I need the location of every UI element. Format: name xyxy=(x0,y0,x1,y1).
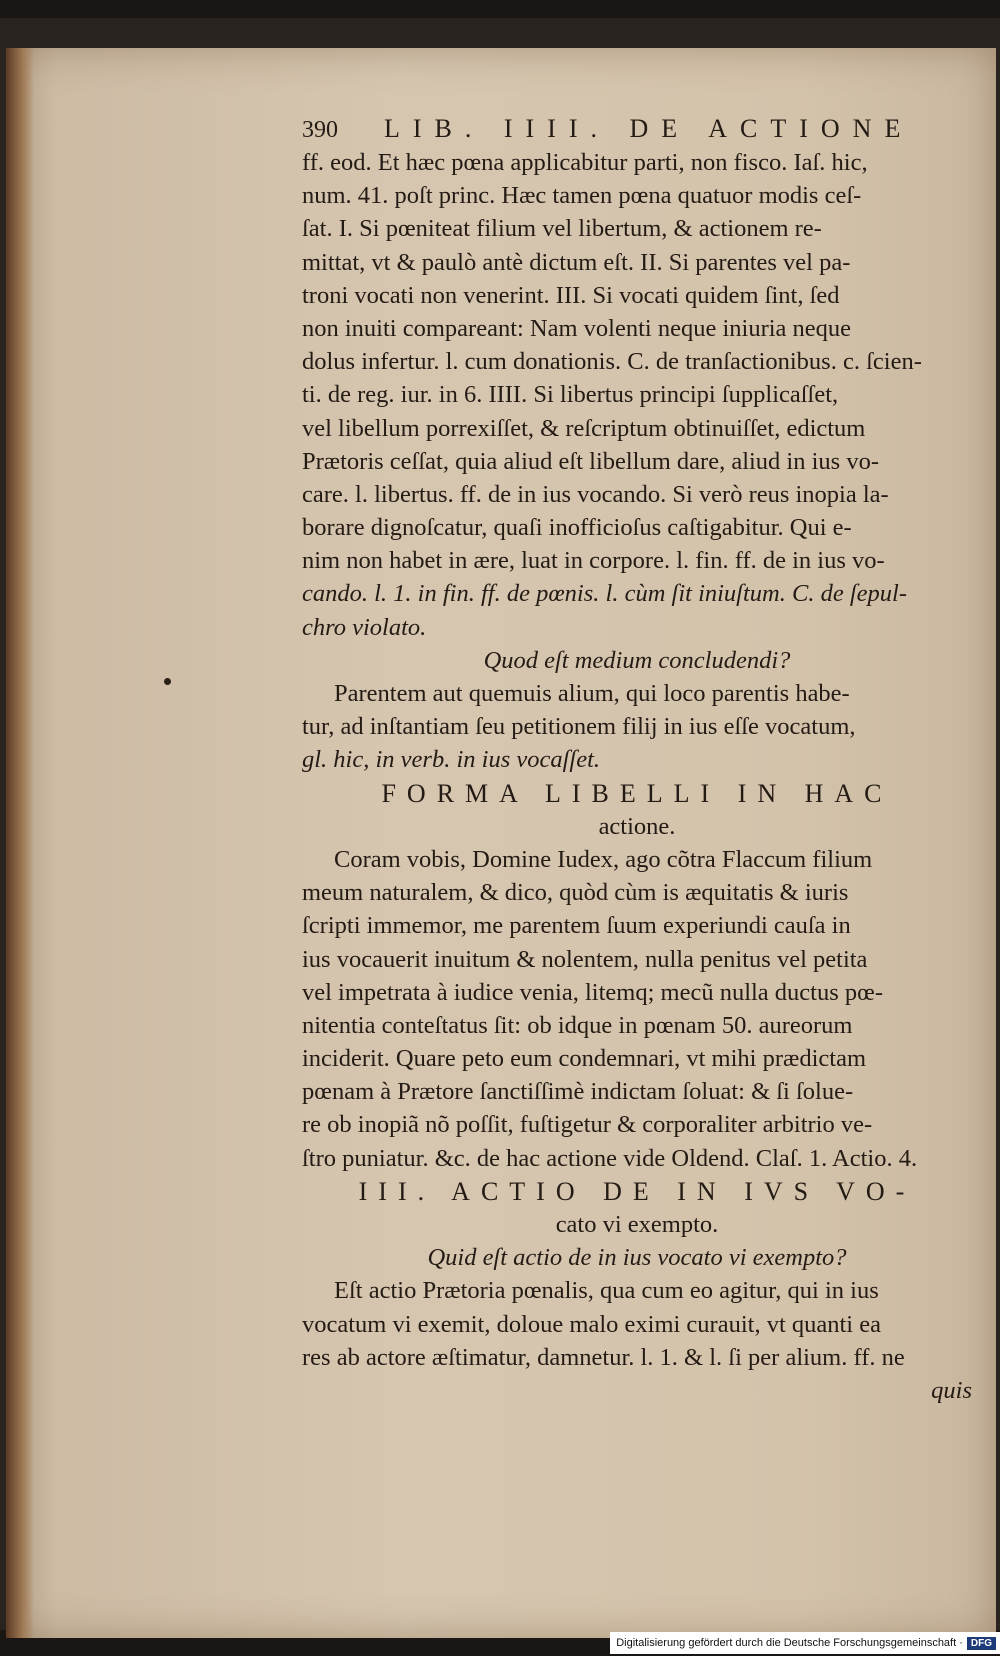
text-line: meum naturalem, & dico, quòd cùm is æquitatis & iuris xyxy=(302,879,849,907)
text-line: chro violato. xyxy=(302,613,427,641)
section-heading: III. ACTIO DE IN IVS VO- xyxy=(358,1176,916,1206)
text-line: vocatum vi exemit, doloue malo eximi curauit, vt quanti ea xyxy=(302,1310,881,1338)
text-line: Prætoris ceſſat, quia aliud eſt libellum dare, aliud in ius vo- xyxy=(302,447,879,475)
section-heading: FORMA LIBELLI IN HAC xyxy=(381,778,893,808)
text-line: ius vocauerit inuitum & nolentem, nulla penitus vel petita xyxy=(302,945,868,973)
text-line: borare dignoſcatur, quaſi inofficioſus caſtigabitur. Qui e- xyxy=(302,514,852,542)
text-line: ff. eod. Et hæc pœna applicabitur parti, non fisco. Iaſ. hic, xyxy=(302,149,868,176)
question-heading: Quid eſt actio de in ius vocato vi exempto? xyxy=(427,1244,847,1272)
ink-spot xyxy=(164,678,171,685)
dfg-logo: DFG xyxy=(967,1637,996,1650)
text-line: pœnam à Prætore ſanctiſſimè indictam ſoluat: & ſi ſolue- xyxy=(302,1078,854,1106)
text-line: nitentia conteſtatus ſit: ob idque in pœnam 50. aureorum xyxy=(302,1011,853,1039)
text-line: Parentem aut quemuis alium, qui loco parentis habe- xyxy=(334,680,850,707)
text-line: num. 41. poſt princ. Hæc tamen pœna quatuor modis ceſ- xyxy=(302,182,862,210)
text-line: tur, ad inſtantiam ſeu petitionem filij in ius eſſe vocatum, xyxy=(302,713,856,741)
text-line: inciderit. Quare peto eum condemnari, vt mihi prædictam xyxy=(302,1045,867,1073)
text-line: cando. l. 1. in fin. ff. de pœnis. l. cùm ſit iniuſtum. C. de ſepul- xyxy=(302,580,907,608)
question-heading: Quod eſt medium concludendi? xyxy=(483,646,791,674)
text-line: nim non habet in ære, luat in corpore. l. fin. ff. de in ius vo- xyxy=(302,547,885,575)
text-line: troni vocati non venerint. III. Si vocati quidem ſint, ſed xyxy=(302,281,840,309)
text-lines xyxy=(302,146,972,1407)
page-text xyxy=(302,114,972,1407)
text-line: ti. de reg. iur. in 6. IIII. Si libertus principi ſupplicaſſet, xyxy=(302,381,839,409)
text-line: dolus infertur. l. cum donationis. C. de tranſactionibus. c. ſcien- xyxy=(302,348,922,376)
text-line: ſat. I. Si pœniteat filium vel libertum, & actionem re- xyxy=(302,215,822,243)
text-line: Coram vobis, Domine Iudex, ago cõtra Flaccum filium xyxy=(334,845,873,873)
text-line: actione. xyxy=(598,812,676,840)
text-line: vel libellum porrexiſſet, & reſcriptum obtinuiſſet, edictum xyxy=(302,414,866,442)
text-line: vel impetrata à iudice venia, litemq; mecũ nulla ductus pœ- xyxy=(302,978,884,1006)
text-line: cato vi exempto. xyxy=(555,1211,719,1238)
page-header xyxy=(302,114,972,146)
text-line: ſtro puniatur. &c. de hac actione vide Oldend. Claſ. 1. Actio. 4. xyxy=(302,1144,918,1172)
text-line: non inuiti compareant: Nam volenti neque iniuria neque xyxy=(302,314,852,342)
digitization-footer xyxy=(610,1632,1000,1654)
book-spine xyxy=(6,48,34,1638)
text-line: ſcripti immemor, me parentem ſuum experiundi cauſa in xyxy=(302,912,851,940)
scan-background xyxy=(0,18,1000,1630)
text-line: gl. hic, in verb. in ius vocaſſet. xyxy=(302,746,601,774)
text-line: care. l. libertus. ff. de in ius vocando. Si verò reus inopia la- xyxy=(302,480,889,508)
text-line: res ab actore æſtimatur, damnetur. l. 1. & l. ſi per alium. ff. ne xyxy=(302,1343,905,1371)
text-line: mittat, vt & paulò antè dictum eſt. II. Si parentes vel pa- xyxy=(302,248,851,276)
text-line: quis xyxy=(931,1376,972,1404)
text-line: re ob inopiã nõ poſſit, fuſtigetur & corporaliter arbitrio ve- xyxy=(302,1111,873,1139)
footer-credit: Digitalisierung gefördert durch die Deutsche Forschungsgemeinschaft · xyxy=(616,1637,963,1649)
text-line: Eſt actio Prætoria pœnalis, qua cum eo agitur, qui in ius xyxy=(334,1277,879,1305)
page-number: 390 xyxy=(302,117,338,143)
running-head: LIB. IIII. DE ACTIONE xyxy=(384,114,914,143)
